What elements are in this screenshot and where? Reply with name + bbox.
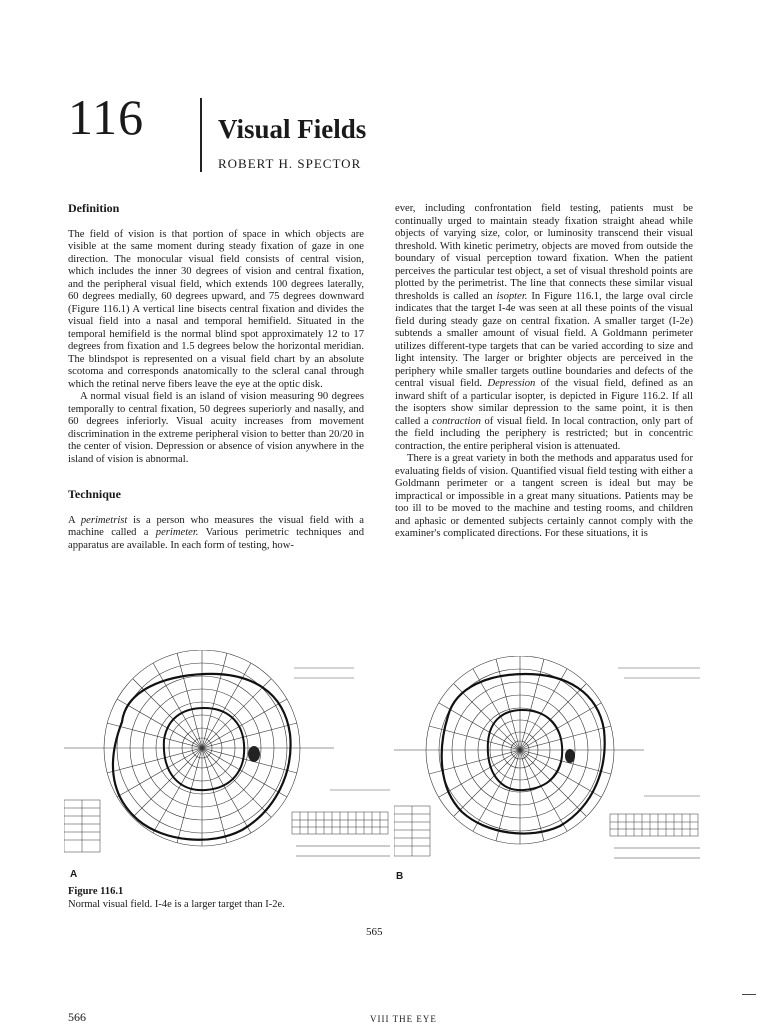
- chapter-title: Visual Fields: [218, 114, 367, 144]
- figure-caption-label: Figure 116.1: [68, 886, 124, 897]
- blind-spot-b: [565, 749, 575, 763]
- edge-mark: [742, 994, 756, 995]
- figure-panel-a: [64, 650, 390, 875]
- definition-paragraph-2: A normal visual field is an island of vision measuring 90 degrees temporally to central fixation, 50 degrees superiorly and nasally, and 60 degrees inferiorly. Visual acuity increases from movement discrimination in the extreme peripheral vision to better than 20/20 in the center of vision. Depression or absence of vision anywhere in the island of vision is abnormal.: [68, 391, 364, 465]
- visual-field-chart-b: [394, 656, 700, 874]
- technique-paragraph-1: A perimetrist is a person who measures the visual field with a machine called a perimeter. Various perimetric techniques and apparatus are available. In each form of testing, how-: [68, 514, 364, 551]
- chapter-divider: [200, 98, 202, 172]
- definition-heading: Definition: [68, 201, 120, 215]
- right-column: [395, 203, 693, 541]
- panel-label-a: A: [70, 869, 78, 880]
- panel-label-b: B: [396, 871, 404, 882]
- visual-field-chart-a: [64, 650, 390, 875]
- chapter-author: ROBERT H. SPECTOR: [218, 156, 362, 171]
- term-depression: Depression: [487, 378, 536, 389]
- isopter-i4e-b: [442, 674, 605, 834]
- figure-caption-text: Normal visual field. I-4e is a larger target than I-2e.: [68, 899, 285, 910]
- term-isopter: isopter.: [496, 290, 528, 302]
- technique-heading: Technique: [68, 487, 121, 501]
- footer-section: VIII THE EYE: [370, 1014, 437, 1024]
- right-paragraph-1: ever, including confrontation field testing, patients must be continually urged to maintain steady fixation straight ahead while objects of varying size, color, or luminosity transcend their visual threshold. With kinetic perimetry, objects are moved from outside the boundary of visual perception toward fixation. When the patient perceives the particular test object, a set of visual threshold points are plotted by the perimetrist. The line that connects these similar visual thresholds is called an isopter. In Figure 116.1, the large oval circle indicates that the target I-4e was seen at all these points of the visual field during steady gaze on central fixation. A smaller target (I-2e) subtends a smaller amount of visual field. A Goldmann perimeter utilizes different-type targets that can be varied according to size and light intensity. The larger or brighter objects are perceived in the periphery while smaller targets outline boundaries and defects of the central visual field. Depression of the visual field, defined as an inward shift of a particular isopter, is depicted in Figure 116.2. If all the isopters show similar depression to the same point, it is then called a contraction of visual field. In local contraction, only part of the field including the periphery is restricted; but in concentric contraction, the entire peripheral vision is attenuated.: [395, 203, 693, 452]
- figure-caption: [68, 885, 285, 911]
- chapter-number: 116: [68, 89, 145, 145]
- term-contraction: contraction: [432, 415, 481, 427]
- definition-paragraph-1: The field of vision is that portion of space in which objects are visible at the same moment during steady fixation of gaze in one direction. The monocular visual field consists of central vision, which includes the inner 30 degrees of vision and central fixation, and the peripheral visual field, which extends 100 degrees laterally, 60 degrees medially, 60 degrees upward, and 75 degrees downward (Figure 116.1) A vertical line bisects central fixation and divides the visual field into a nasal and temporal hemifield. Situated in the temporal hemifield is the normal blind spot approximately 12 to 17 degrees from fixation and 1.5 degrees below the horizontal meridian. The blindspot is represented on a visual field chart by an absolute scotoma and corresponds anatomically to the scleral canal through which the retinal nerve fibers leave the eye at the optic disk.: [68, 228, 364, 390]
- blind-spot-a: [248, 746, 260, 762]
- page-number: 565: [366, 926, 383, 938]
- footer-page-number: 566: [68, 1010, 86, 1024]
- figure-panel-b: [394, 656, 700, 874]
- right-paragraph-2: There is a great variety in both the methods and apparatus used for evaluating fields of vision. Quantified visual field testing with either a Goldmann perimeter or a tangent screen is ideal but may be impractical or impossible in a great many situations. Patients may be too ill to be moved to the machine and testing rooms, and children and aphasic or demented subjects certainly cannot comply with the examiner's complicated directions. For these situations, it is: [395, 453, 693, 539]
- term-perimetrist: perimetrist: [80, 514, 128, 526]
- term-perimeter: perimeter.: [155, 527, 199, 538]
- left-column: [68, 202, 364, 552]
